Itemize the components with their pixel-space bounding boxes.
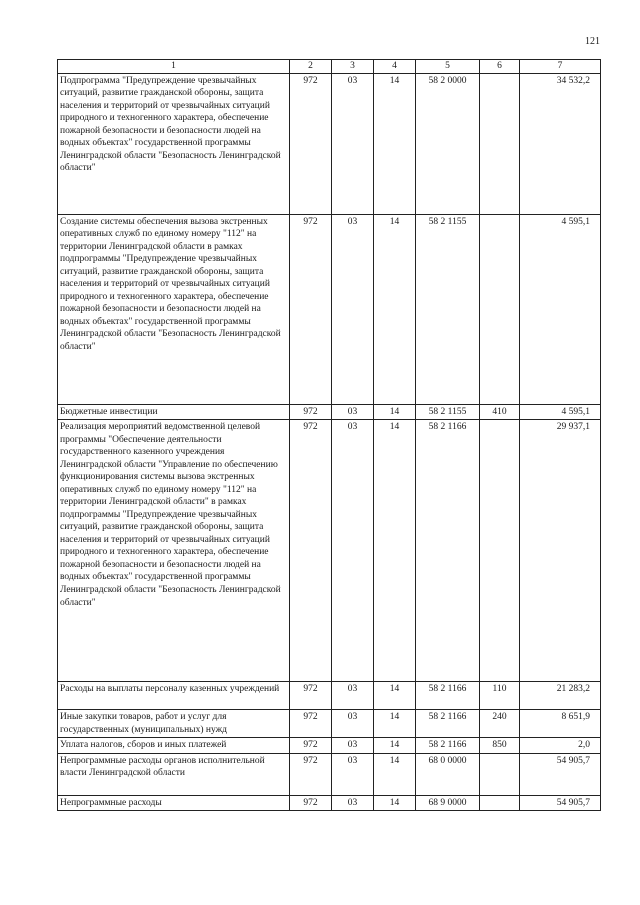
row-amount: 34 532,2 bbox=[520, 73, 601, 214]
row-target: 58 2 0000 bbox=[416, 73, 480, 214]
table-row bbox=[58, 73, 601, 214]
col-header-6: 6 bbox=[480, 60, 520, 74]
row-section: 03 bbox=[332, 710, 374, 738]
row-expense-type bbox=[480, 753, 520, 795]
row-ministry: 972 bbox=[290, 753, 332, 795]
row-amount: 21 283,2 bbox=[520, 682, 601, 710]
row-target: 58 2 1166 bbox=[416, 682, 480, 710]
row-ministry: 972 bbox=[290, 710, 332, 738]
row-ministry: 972 bbox=[290, 795, 332, 811]
table-row bbox=[58, 753, 601, 795]
row-target: 68 9 0000 bbox=[416, 795, 480, 811]
row-subsection: 14 bbox=[374, 404, 416, 420]
table-row bbox=[58, 214, 601, 404]
row-section: 03 bbox=[332, 753, 374, 795]
col-header-7: 7 bbox=[520, 60, 601, 74]
row-subsection: 14 bbox=[374, 73, 416, 214]
row-section: 03 bbox=[332, 404, 374, 420]
row-name: Подпрограмма "Предупреждение чрезвычайных ситуаций, развитие гражданской обороны, защита населения и территорий от чрезвычайных ситуаций природного и техногенного характера, обеспечение пожарной безопасности и безопасности людей на водных объектах" государственной программы Ленинградской области "Безопасность Ленинградской области" bbox=[58, 73, 290, 214]
row-amount: 4 595,1 bbox=[520, 404, 601, 420]
row-expense-type: 850 bbox=[480, 738, 520, 754]
row-name: Расходы на выплаты персоналу казенных учреждений bbox=[58, 682, 290, 710]
row-section: 03 bbox=[332, 214, 374, 404]
row-subsection: 14 bbox=[374, 420, 416, 682]
row-target: 58 2 1155 bbox=[416, 214, 480, 404]
row-section: 03 bbox=[332, 73, 374, 214]
row-ministry: 972 bbox=[290, 738, 332, 754]
col-header-3: 3 bbox=[332, 60, 374, 74]
table-row bbox=[58, 420, 601, 682]
table-row bbox=[58, 404, 601, 420]
row-target: 58 2 1166 bbox=[416, 738, 480, 754]
row-expense-type bbox=[480, 795, 520, 811]
row-target: 58 2 1166 bbox=[416, 420, 480, 682]
row-amount: 54 905,7 bbox=[520, 753, 601, 795]
row-name: Непрограммные расходы bbox=[58, 795, 290, 811]
row-ministry: 972 bbox=[290, 214, 332, 404]
row-name: Создание системы обеспечения вызова экстренных оперативных служб по единому номеру "112" на территории Ленинградской области в рамках подпрограммы "Предупреждение чрезвычайных ситуаций, развитие гражданской обороны, защита населения и территорий от чрезвычайных ситуаций природного и техногенного характера, обеспечение пожарной безопасности и безопасности людей на водных объектах" государственной программы Ленинградской области "Безопасность Ленинградской области" bbox=[58, 214, 290, 404]
row-amount: 54 905,7 bbox=[520, 795, 601, 811]
col-header-5: 5 bbox=[416, 60, 480, 74]
row-expense-type: 110 bbox=[480, 682, 520, 710]
row-ministry: 972 bbox=[290, 682, 332, 710]
row-target: 58 2 1155 bbox=[416, 404, 480, 420]
row-subsection: 14 bbox=[374, 214, 416, 404]
row-ministry: 972 bbox=[290, 404, 332, 420]
row-expense-type bbox=[480, 73, 520, 214]
row-expense-type bbox=[480, 214, 520, 404]
col-header-4: 4 bbox=[374, 60, 416, 74]
row-name: Реализация мероприятий ведомственной целевой программы "Обеспечение деятельности государственного казенного учреждения Ленинградской области "Управление по обеспечению функционирования системы вызова экстренных оперативных служб по единому номеру "112" на территории Ленинградской области" в рамках подпрограммы "Предупреждение чрезвычайных ситуаций, развитие гражданской обороны, защита населения и территорий от чрезвычайных ситуаций природного и техногенного характера, обеспечение пожарной безопасности и безопасности людей на водных объектах" государственной программы Ленинградской области "Безопасность Ленинградской области" bbox=[58, 420, 290, 682]
row-name: Иные закупки товаров, работ и услуг для государственных (муниципальных) нужд bbox=[58, 710, 290, 738]
row-section: 03 bbox=[332, 420, 374, 682]
row-amount: 4 595,1 bbox=[520, 214, 601, 404]
row-section: 03 bbox=[332, 682, 374, 710]
row-ministry: 972 bbox=[290, 73, 332, 214]
row-expense-type: 240 bbox=[480, 710, 520, 738]
page-number: 121 bbox=[585, 36, 600, 47]
row-name: Бюджетные инвестиции bbox=[58, 404, 290, 420]
table-row bbox=[58, 710, 601, 738]
row-amount: 2,0 bbox=[520, 738, 601, 754]
row-section: 03 bbox=[332, 738, 374, 754]
row-name: Непрограммные расходы органов исполнительной власти Ленинградской области bbox=[58, 753, 290, 795]
row-target: 58 2 1166 bbox=[416, 710, 480, 738]
table-row bbox=[58, 682, 601, 710]
table-row bbox=[58, 738, 601, 754]
row-amount: 8 651,9 bbox=[520, 710, 601, 738]
row-expense-type bbox=[480, 420, 520, 682]
col-header-1: 1 bbox=[58, 60, 290, 74]
col-header-2: 2 bbox=[290, 60, 332, 74]
table-row bbox=[58, 795, 601, 811]
header-row bbox=[58, 60, 601, 74]
row-subsection: 14 bbox=[374, 682, 416, 710]
budget-table bbox=[57, 59, 601, 811]
row-subsection: 14 bbox=[374, 710, 416, 738]
row-name: Уплата налогов, сборов и иных платежей bbox=[58, 738, 290, 754]
row-amount: 29 937,1 bbox=[520, 420, 601, 682]
row-section: 03 bbox=[332, 795, 374, 811]
row-subsection: 14 bbox=[374, 753, 416, 795]
row-ministry: 972 bbox=[290, 420, 332, 682]
row-subsection: 14 bbox=[374, 738, 416, 754]
row-subsection: 14 bbox=[374, 795, 416, 811]
row-target: 68 0 0000 bbox=[416, 753, 480, 795]
row-expense-type: 410 bbox=[480, 404, 520, 420]
